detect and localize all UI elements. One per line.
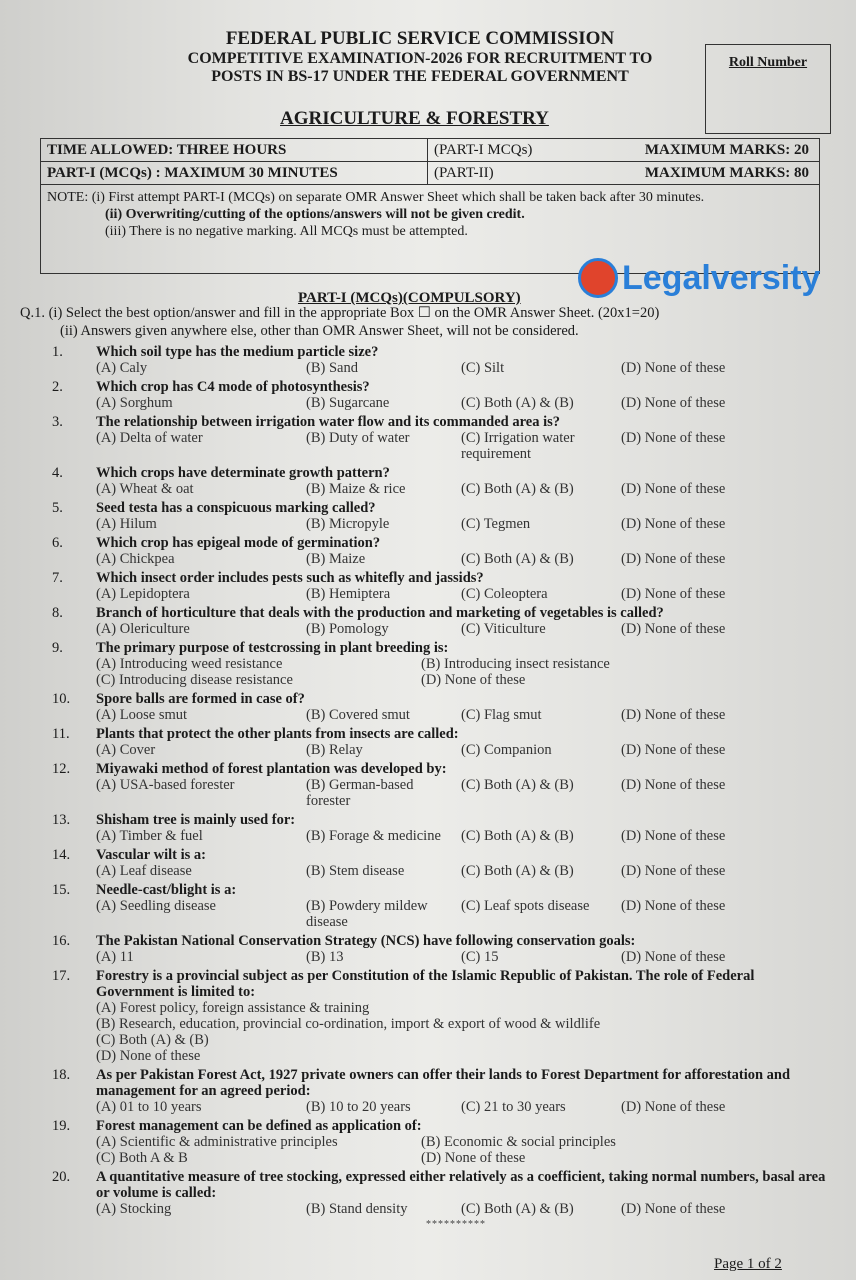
- question-options: [96, 430, 832, 462]
- option-d: (D) None of these: [621, 742, 726, 758]
- question-number: 17.: [52, 968, 71, 984]
- question-text: Plants that protect the other plants from insects are called:: [96, 726, 459, 742]
- question-item: [52, 761, 832, 809]
- question-body: [96, 847, 832, 879]
- part-title: PART-I (MCQs)(COMPULSORY): [298, 290, 521, 306]
- option-d: (D) None of these: [621, 777, 726, 793]
- question-text: Spore balls are formed in case of?: [96, 691, 305, 707]
- option-b: (B) 13: [306, 949, 344, 965]
- question-options: [96, 586, 832, 602]
- question-options: [96, 707, 832, 723]
- question-body: [96, 535, 832, 567]
- subject-title: AGRICULTURE & FORESTRY: [280, 108, 549, 129]
- question-item: [52, 726, 832, 758]
- question-options: [96, 395, 832, 411]
- question-body: [96, 882, 832, 930]
- question-number: 18.: [52, 1067, 71, 1083]
- question-number: 10.: [52, 691, 71, 707]
- option-b: (B) Maize & rice: [306, 481, 406, 497]
- note-1: NOTE: (i) First attempt PART-I (MCQs) on separate OMR Answer Sheet which shall be taken back after 30 minutes.: [47, 190, 705, 205]
- option-c: (C) Companion: [461, 742, 552, 758]
- question-body: [96, 691, 832, 723]
- notes: [41, 185, 819, 244]
- instructions: [20, 304, 840, 340]
- question-body: [96, 570, 832, 602]
- option-b: (B) Relay: [306, 742, 363, 758]
- question-text: Seed testa has a conspicuous marking called?: [96, 500, 376, 516]
- question-options: [96, 742, 832, 758]
- exam-title: COMPETITIVE EXAMINATION-2026 FOR RECRUITMENT TO: [187, 50, 653, 67]
- question-number: 16.: [52, 933, 71, 949]
- part1-marks: MAXIMUM MARKS: 20: [644, 142, 809, 158]
- question-number: 5.: [52, 500, 63, 516]
- question-options: [96, 863, 832, 879]
- question-body: [96, 414, 832, 462]
- question-options: [96, 828, 832, 844]
- question-list: [52, 344, 832, 1236]
- option-b: (B) 10 to 20 years: [306, 1099, 411, 1115]
- question-options: [96, 949, 832, 965]
- question-body: [96, 379, 832, 411]
- note-2: (ii) Overwriting/cutting of the options/answers will not be given credit.: [105, 207, 525, 222]
- question-item: [52, 1169, 832, 1233]
- end-mark: **********: [426, 1219, 486, 1230]
- question-number: 9.: [52, 640, 63, 656]
- option-c: (C) Silt: [461, 360, 505, 376]
- option-b: (B) Pomology: [306, 621, 389, 637]
- option-a: (A) Introducing weed resistance: [96, 656, 283, 672]
- question-options: [96, 1099, 832, 1115]
- question-text: Miyawaki method of forest plantation was developed by:: [96, 761, 447, 777]
- question-item: [52, 344, 832, 376]
- option-c: (C) Both (A) & (B): [461, 828, 574, 844]
- info-row-2: [41, 162, 819, 185]
- option-c: (C) Both (A) & (B): [461, 395, 574, 411]
- option-b: (B) Introducing insect resistance: [421, 656, 610, 672]
- option-b: (B) Forage & medicine: [306, 828, 441, 844]
- option-c: (C) Both (A) & (B): [96, 1032, 209, 1048]
- question-number: 6.: [52, 535, 63, 551]
- question-text: Vascular wilt is a:: [96, 847, 206, 863]
- option-c: (C) Introducing disease resistance: [96, 672, 293, 688]
- option-b: (B) German-based forester: [306, 777, 414, 809]
- option-d: (D) None of these: [621, 949, 726, 965]
- option-d: (D) None of these: [621, 1201, 726, 1217]
- option-a: (A) Caly: [96, 360, 148, 376]
- option-a: (A) Cover: [96, 742, 156, 758]
- option-c: (C) Both (A) & (B): [461, 863, 574, 879]
- question-text: The Pakistan National Conservation Strategy (NCS) have following conservation goals:: [96, 933, 636, 949]
- option-b: (B) Hemiptera: [306, 586, 391, 602]
- question-number: 7.: [52, 570, 63, 586]
- question-number: 15.: [52, 882, 71, 898]
- question-text: The primary purpose of testcrossing in plant breeding is:: [96, 640, 449, 656]
- option-a: (A) Hilum: [96, 516, 157, 532]
- question-number: 2.: [52, 379, 63, 395]
- question-options: [96, 1134, 832, 1166]
- option-b: (B) Duty of water: [306, 430, 410, 446]
- exam-info-box: [40, 138, 820, 274]
- question-item: [52, 465, 832, 497]
- question-text: The relationship between irrigation water flow and its commanded area is?: [96, 414, 560, 430]
- option-d: (D) None of these: [621, 481, 726, 497]
- question-body: [96, 933, 832, 965]
- question-body: [96, 726, 832, 758]
- question-options: [96, 551, 832, 567]
- commission-title: FEDERAL PUBLIC SERVICE COMMISSION: [225, 28, 615, 49]
- question-body: [96, 1067, 832, 1115]
- question-number: 1.: [52, 344, 63, 360]
- question-item: [52, 605, 832, 637]
- question-body: [96, 812, 832, 844]
- option-a: (A) Delta of water: [96, 430, 203, 446]
- question-text: Which crop has epigeal mode of germination?: [96, 535, 381, 551]
- option-c: (C) Both (A) & (B): [461, 777, 574, 793]
- question-text: Which crops have determinate growth pattern?: [96, 465, 390, 481]
- exam-subtitle: POSTS IN BS-17 UNDER THE FEDERAL GOVERNMENT: [211, 68, 629, 85]
- question-body: [96, 640, 832, 688]
- option-a: (A) Wheat & oat: [96, 481, 194, 497]
- question-item: [52, 414, 832, 462]
- question-item: [52, 1067, 832, 1115]
- question-number: 8.: [52, 605, 63, 621]
- option-b: (B) Economic & social principles: [421, 1134, 616, 1150]
- option-b: (B) Stem disease: [306, 863, 405, 879]
- instruction-2: (ii) Answers given anywhere else, other than OMR Answer Sheet, will not be considered.: [60, 323, 579, 339]
- option-c: (C) 21 to 30 years: [461, 1099, 566, 1115]
- question-number: 4.: [52, 465, 63, 481]
- part1-time: PART-I (MCQs) : MAXIMUM 30 MINUTES: [47, 165, 338, 181]
- watermark-text: Legalversity: [622, 258, 821, 297]
- question-body: [96, 500, 832, 532]
- option-a: (A) Sorghum: [96, 395, 173, 411]
- question-item: [52, 847, 832, 879]
- option-c: (C) Both (A) & (B): [461, 551, 574, 567]
- option-d: (D) None of these: [621, 360, 726, 376]
- question-item: [52, 812, 832, 844]
- option-c: (C) Both (A) & (B): [461, 481, 574, 497]
- option-c: (C) Tegmen: [461, 516, 531, 532]
- question-number: 19.: [52, 1118, 71, 1134]
- option-a: (A) Forest policy, foreign assistance & training: [96, 1000, 370, 1016]
- question-text: Needle-cast/blight is a:: [96, 882, 237, 898]
- question-item: [52, 882, 832, 930]
- option-d: (D) None of these: [621, 863, 726, 879]
- question-number: 13.: [52, 812, 71, 828]
- question-number: 14.: [52, 847, 71, 863]
- option-d: (D) None of these: [621, 551, 726, 567]
- question-text: Forest management can be defined as application of:: [96, 1118, 422, 1134]
- option-d: (D) None of these: [421, 1150, 526, 1166]
- option-d: (D) None of these: [621, 1099, 726, 1115]
- question-text: Forestry is a provincial subject as per Constitution of the Islamic Republic of Pakistan. The role of Federal Government is limited to:: [96, 968, 755, 1000]
- question-item: [52, 379, 832, 411]
- question-text: Which soil type has the medium particle size?: [96, 344, 379, 360]
- option-a: (A) Olericulture: [96, 621, 190, 637]
- option-b: (B) Sugarcane: [306, 395, 390, 411]
- option-a: (A) Lepidoptera: [96, 586, 190, 602]
- question-number: 12.: [52, 761, 71, 777]
- part2-label: (PART-II): [427, 162, 594, 184]
- option-b: (B) Micropyle: [306, 516, 390, 532]
- option-d: (D) None of these: [621, 898, 726, 914]
- option-b: (B) Covered smut: [306, 707, 410, 723]
- question-item: [52, 500, 832, 532]
- question-options: [96, 1201, 832, 1217]
- option-d: (D) None of these: [621, 707, 726, 723]
- option-a: (A) Scientific & administrative principles: [96, 1134, 338, 1150]
- question-options: [96, 481, 832, 497]
- note-3: (iii) There is no negative marking. All MCQs must be attempted.: [105, 224, 468, 239]
- option-d: (D) None of these: [621, 430, 726, 446]
- question-text: Branch of horticulture that deals with the production and marketing of vegetables is called?: [96, 605, 664, 621]
- question-text: Which crop has C4 mode of photosynthesis?: [96, 379, 370, 395]
- option-c: (C) Both (A) & (B): [461, 1201, 574, 1217]
- option-a: (A) 11: [96, 949, 134, 965]
- question-body: [96, 761, 832, 809]
- option-a: (A) Chickpea: [96, 551, 175, 567]
- question-number: 11.: [52, 726, 70, 742]
- question-options: [96, 360, 832, 376]
- option-a: (A) Timber & fuel: [96, 828, 203, 844]
- option-d: (D) None of these: [621, 516, 726, 532]
- option-a: (A) Loose smut: [96, 707, 188, 723]
- question-number: 3.: [52, 414, 63, 430]
- option-b: (B) Powdery mildew disease: [306, 898, 428, 930]
- question-item: [52, 535, 832, 567]
- question-body: [96, 605, 832, 637]
- roll-number-label: Roll Number: [728, 55, 808, 70]
- option-d: (D) None of these: [621, 621, 726, 637]
- question-item: [52, 640, 832, 688]
- question-item: [52, 968, 832, 1064]
- question-options: [96, 777, 832, 809]
- question-text: Which insect order includes pests such as whitefly and jassids?: [96, 570, 484, 586]
- question-item: [52, 1118, 832, 1166]
- option-b: (B) Research, education, provincial co-ordination, import & export of wood & wildlife: [96, 1016, 601, 1032]
- question-body: [96, 344, 832, 376]
- option-c: (C) Leaf spots disease: [461, 898, 590, 914]
- question-body: [96, 1118, 832, 1166]
- part1-label: (PART-I MCQs): [427, 139, 594, 161]
- option-c: (C) 15: [461, 949, 499, 965]
- question-options: [96, 1000, 832, 1064]
- option-d: (D) None of these: [621, 828, 726, 844]
- question-body: [96, 968, 832, 1064]
- question-options: [96, 898, 832, 930]
- option-d: (D) None of these: [621, 586, 726, 602]
- option-c: (C) Flag smut: [461, 707, 542, 723]
- question-text: As per Pakistan Forest Act, 1927 private owners can offer their lands to Forest Department for afforestation and management for an agreed period:: [96, 1067, 791, 1099]
- instruction-1: Q.1. (i) Select the best option/answer and fill in the appropriate Box ☐ on the OMR Answer Sheet. (20x1=20): [20, 305, 660, 321]
- roll-number-box: [705, 44, 831, 134]
- question-options: [96, 516, 832, 532]
- option-d: (D) None of these: [96, 1048, 201, 1064]
- question-item: [52, 570, 832, 602]
- watermark-logo: [578, 258, 820, 298]
- question-options: [96, 656, 832, 688]
- question-options: [96, 621, 832, 637]
- option-c: (C) Coleoptera: [461, 586, 548, 602]
- option-b: (B) Stand density: [306, 1201, 408, 1217]
- option-a: (A) 01 to 10 years: [96, 1099, 202, 1115]
- info-row-1: [41, 139, 819, 162]
- option-a: (A) Leaf disease: [96, 863, 192, 879]
- legalversity-logo-icon: [578, 258, 618, 298]
- option-a: (A) USA-based forester: [96, 777, 235, 793]
- question-text: Shisham tree is mainly used for:: [96, 812, 296, 828]
- part2-marks: MAXIMUM MARKS: 80: [644, 165, 809, 181]
- option-a: (A) Stocking: [96, 1201, 172, 1217]
- question-body: [96, 1169, 832, 1233]
- option-b: (B) Sand: [306, 360, 358, 376]
- option-c: (C) Both A & B: [96, 1150, 188, 1166]
- option-c: (C) Viticulture: [461, 621, 546, 637]
- option-d: (D) None of these: [621, 395, 726, 411]
- page-number: Page 1 of 2: [714, 1256, 782, 1272]
- question-text: A quantitative measure of tree stocking, expressed either relatively as a coefficient, taking normal numbers, basal area or volume is called:: [96, 1169, 826, 1201]
- exam-header: [150, 28, 690, 86]
- question-item: [52, 691, 832, 723]
- question-number: 20.: [52, 1169, 71, 1185]
- option-a: (A) Seedling disease: [96, 898, 216, 914]
- option-b: (B) Maize: [306, 551, 366, 567]
- option-d: (D) None of these: [421, 672, 526, 688]
- question-body: [96, 465, 832, 497]
- question-item: [52, 933, 832, 965]
- time-allowed: TIME ALLOWED: THREE HOURS: [47, 142, 287, 158]
- option-c: (C) Irrigation water requirement: [461, 430, 575, 462]
